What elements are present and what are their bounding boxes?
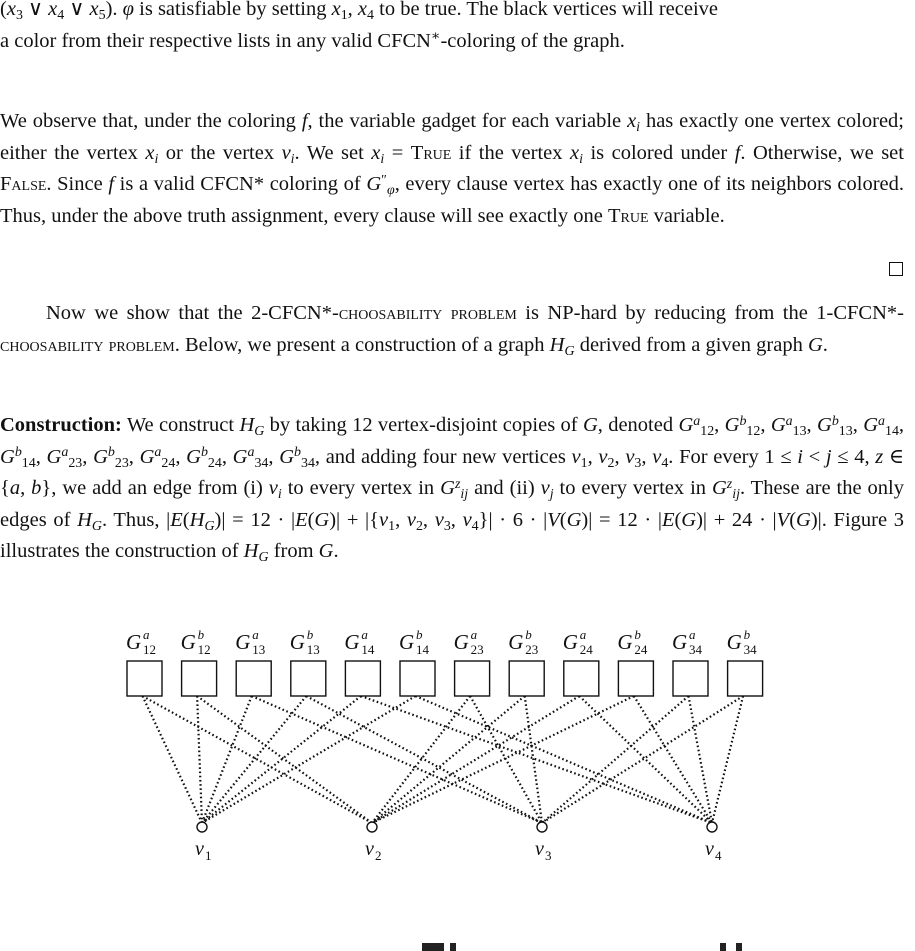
edge-a12-v1: [143, 696, 203, 823]
copy-label-b13: G: [289, 630, 305, 654]
true-word: True: [410, 141, 452, 164]
copy-label-b34: G: [726, 630, 742, 654]
copy-label-sub: 14: [361, 642, 375, 657]
vertex-label-sub: 1: [205, 848, 212, 863]
vertex-v1: [197, 822, 207, 832]
edge-b13-v3: [306, 696, 542, 823]
phi-example-line-2: a color from their respective lists in any valid CFCN∗-coloring of the graph.: [0, 29, 625, 52]
copy-label-b14: G: [399, 630, 415, 654]
copy-label-sup: a: [579, 627, 587, 642]
edge-b12-v2: [197, 696, 372, 823]
copy-label-sup: b: [306, 627, 314, 642]
paragraph-phi-example: [0, 0, 904, 57]
copy-box-a34: [673, 661, 708, 696]
copy-box-b34: [728, 661, 763, 696]
vertex-label-v1: v: [195, 838, 204, 860]
copy-box-b23: [509, 661, 544, 696]
vertex-label-v2: v: [365, 838, 374, 860]
copy-box-b12: [182, 661, 217, 696]
construction-figure: [0, 595, 915, 940]
copy-label-sup: a: [470, 627, 478, 642]
copy-label-sub: 13: [306, 642, 320, 657]
figure-caption-stub: [0, 938, 915, 951]
copy-label-sup: b: [416, 627, 423, 642]
copy-label-a23: G: [453, 630, 469, 654]
edge-a24-v2: [372, 696, 579, 823]
copy-label-b12: G: [180, 630, 196, 654]
edge-a13-v1: [202, 696, 252, 823]
copy-box-b13: [291, 661, 326, 696]
figure-edges: [143, 696, 744, 823]
vertex-label-v3: v: [535, 838, 544, 860]
copy-label-sub: 13: [252, 642, 266, 657]
copy-label-a12: G: [126, 630, 142, 654]
paragraph-construction: Construction: We construct $H_G$ by taking 12 vertex-disjoint copies of G, denoted $G^a_{12}$, $G^b_{12}$, $G^a_{13}$, $G^b_{13}$, $G^a_{14}$, $G^b_{14}$, $G^a_{23}$, $G^b_{23}$, $G^a_{24}$, $G^b_{24}$, $G^a_{34}$, $G^b_{34}$, and adding four new vertices $v_1$, $v_2$, $v_3$, $v_4$. For every 1 ≤ i < j ≤ 4, z ∈ {a, b}, we add an edge from (i) $v_i$ to every vertex in $G^z_{ij}$ and (ii) $v_j$ to every vertex in $G^z_{ij}$. These are the only edges of $H_G$. Thus, $|E(H_G)| = 12 \cdot |E(G)| + |\{v_1$, $v_2$, $v_3$, $v_4\}| \cdot 6 \cdot |V(G)| = 12 \cdot |E(G)| + 24 \cdot |V(G)|$. Figure 3 illustrates the construction of $H_G$ from G.: [0, 413, 905, 566]
copy-label-sub: 12: [143, 642, 156, 657]
copy-label-sup: a: [689, 627, 696, 642]
copy-label-sub: 23: [525, 642, 539, 657]
edge-b34-v4: [712, 696, 743, 823]
copy-label-a34: G: [672, 630, 688, 654]
copy-box-a24: [564, 661, 599, 696]
copy-label-b23: G: [508, 630, 524, 654]
copy-label-sub: 14: [416, 642, 429, 657]
copy-label-sub: 12: [197, 642, 211, 657]
copy-label-sup: a: [143, 627, 150, 642]
vertex-label-sub: 3: [545, 848, 552, 863]
edge-b14-v1: [202, 696, 416, 823]
copy-box-a13: [236, 661, 271, 696]
copy-label-sup: b: [743, 627, 751, 642]
copy-label-sub: 34: [689, 642, 702, 657]
copy-label-sub: 24: [634, 642, 648, 657]
vertex-label-sub: 4: [715, 848, 722, 863]
construction-heading: Construction:: [0, 414, 122, 436]
vertex-label-v4: v: [705, 838, 714, 860]
copy-box-a23: [455, 661, 490, 696]
qed-box-icon: [889, 262, 903, 276]
vertex-v3: [537, 822, 547, 832]
copy-box-a14: [345, 661, 380, 696]
copy-label-sup: a: [252, 627, 259, 642]
figure-copy-labels: [126, 627, 757, 657]
paragraph-reduction: Now we show that the 2-CFCN*-choosability problem is NP-hard by reducing from the 1-CFCN*-choosability problem. Below, we present a construction of a graph $H_G$ derived from a given graph G.: [0, 302, 904, 359]
vertex-v4: [707, 822, 717, 832]
false-word: False: [0, 173, 47, 195]
figure-copy-boxes: [127, 661, 763, 696]
copy-label-sup: b: [634, 627, 641, 642]
edge-b34-v3: [542, 696, 743, 823]
vertex-v2: [367, 822, 377, 832]
copy-label-a14: G: [344, 630, 360, 654]
edge-b24-v2: [372, 696, 634, 823]
copy-label-sub: 23: [470, 642, 484, 657]
copy-label-sup: b: [525, 627, 532, 642]
edge-a23-v2: [372, 696, 470, 823]
figure-vertices: [195, 822, 722, 863]
copy-label-sup: b: [197, 627, 205, 642]
edge-b13-v1: [202, 696, 306, 823]
edge-b12-v1: [197, 696, 202, 823]
paragraph-observe: We observe that, under the coloring f, the variable gadget for each variable $x_i$ has exactly one vertex colored; either the vertex $x_i$ or the vertex $v_i$. We set $x_i$ = True if the vertex $x_i$ is colored under f. Otherwise, we set False. Since f is a valid CFCN* coloring of $G''_\varphi$, every clause vertex has exactly one of its neighbors colored. Thus, under the above truth assignment, every clause will see exactly one True variable.: [0, 110, 905, 227]
copy-label-sub: 24: [579, 642, 593, 657]
copy-label-a13: G: [235, 630, 251, 654]
vertex-label-sub: 2: [375, 848, 382, 863]
copy-box-b24: [618, 661, 653, 696]
copy-label-sub: 34: [743, 642, 757, 657]
edge-a13-v3: [252, 696, 542, 823]
copy-label-sup: a: [361, 627, 368, 642]
edge-a14-v4: [361, 696, 712, 823]
phi-example-line-1: ($x_3$ ∨ $x_4$ ∨ $x_5$). φ is satisfiable by setting $x_1$, $x_4$ to be true. The black vertices will receive: [0, 0, 718, 24]
copy-box-b14: [400, 661, 435, 696]
copy-box-a12: [127, 661, 162, 696]
copy-label-a24: G: [562, 630, 578, 654]
copy-label-b24: G: [617, 630, 633, 654]
